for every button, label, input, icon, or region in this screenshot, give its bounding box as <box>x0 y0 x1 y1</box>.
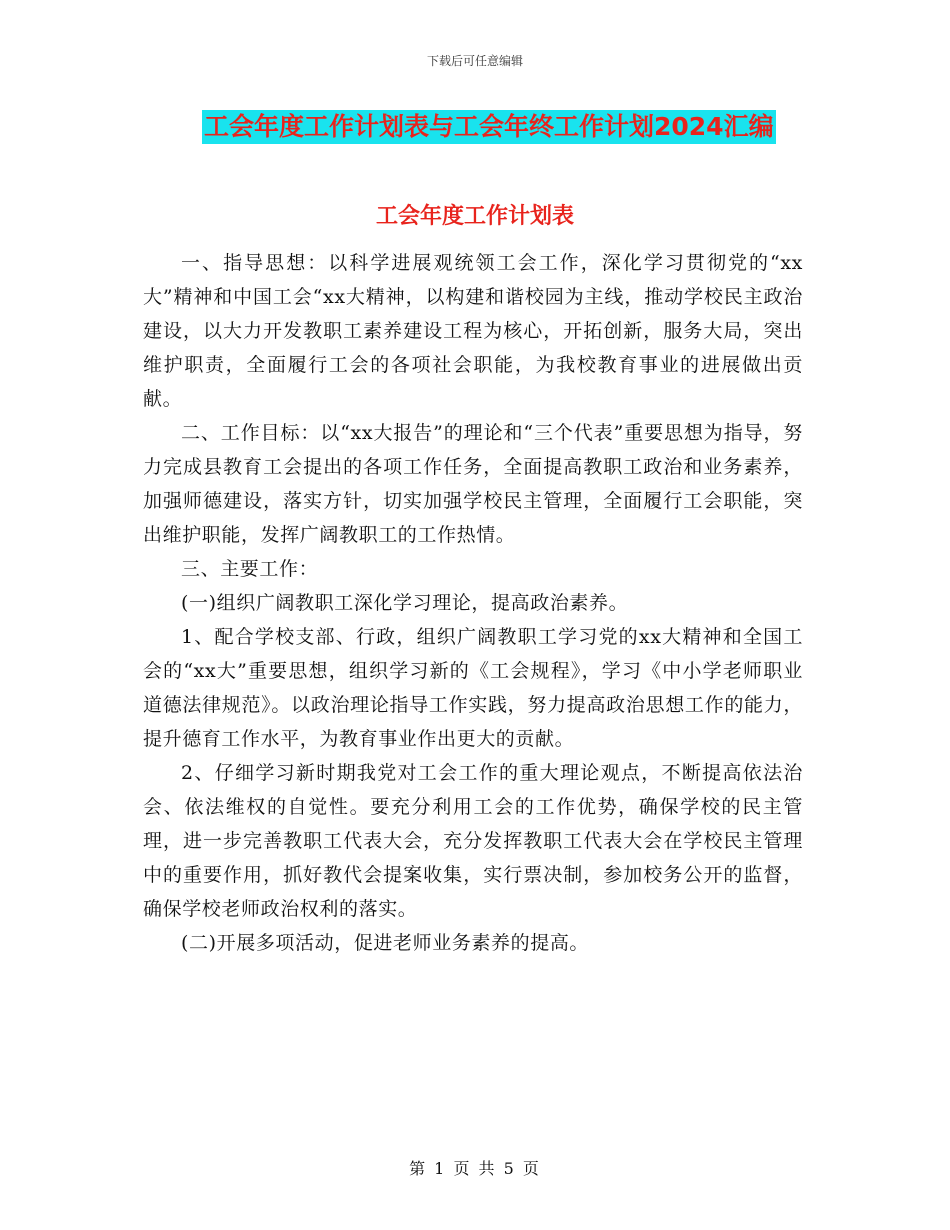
paragraph-subsection-1: (一)组织广阔教职工深化学习理论，提高政治素养。 <box>181 592 629 614</box>
page-header-note: 下载后可任意编辑 <box>426 54 523 68</box>
paragraph-item-1: 1、配合学校支部、行政，组织广阔教职工学习党的xx大精神和全国工会的“xx大”重要思想，组织学习新的《工会规程》，学习《中小学老师职业道德法律规范》。以政治理论指导工作实践，努力提高政治思想工作的能力，提升德育工作水平，为教育事业作出更大的贡献。 <box>143 626 803 750</box>
paragraph-work-goals: 二、工作目标：以“xx大报告”的理论和“三个代表”重要思想为指导，努力完成县教育工会提出的各项工作任务，全面提高教职工政治和业务素养，加强师德建设，落实方针，切实加强学校民主管理，全面履行工会职能，突出维护职能，发挥广阔教职工的工作热情。 <box>143 422 803 546</box>
paragraph-item-2: 2、仔细学习新时期我党对工会工作的重大理论观点，不断提高依法治会、依法维权的自觉性。要充分利用工会的工作优势，确保学校的民主管理，进一步完善教职工代表大会，充分发挥教职工代表大会在学校民主管理中的重要作用，抓好教代会提案收集，实行票决制，参加校务公开的监督，确保学校老师政治权利的落实。 <box>143 762 803 920</box>
page-number: 第 1 页 共 5 页 <box>409 1159 541 1178</box>
document-title: 工会年度工作计划表与工会年终工作计划2024汇编 <box>202 110 776 144</box>
paragraph-subsection-2: (二)开展多项活动，促进老师业务素养的提高。 <box>181 932 590 954</box>
paragraph-guiding-ideology: 一、指导思想：以科学进展观统领工会工作，深化学习贯彻党的“xx大”精神和中国工会“xx大精神，以构建和谐校园为主线，推动学校民主政治建设，以大力开发教职工素养建设工程为核心，开拓创新，服务大局，突出维护职责，全面履行工会的各项社会职能，为我校教育事业的进展做出贡献。 <box>143 252 803 410</box>
document-body <box>143 246 803 960</box>
section-title: 工会年度工作计划表 <box>375 204 574 229</box>
paragraph-main-work-heading: 三、主要工作： <box>181 558 319 580</box>
